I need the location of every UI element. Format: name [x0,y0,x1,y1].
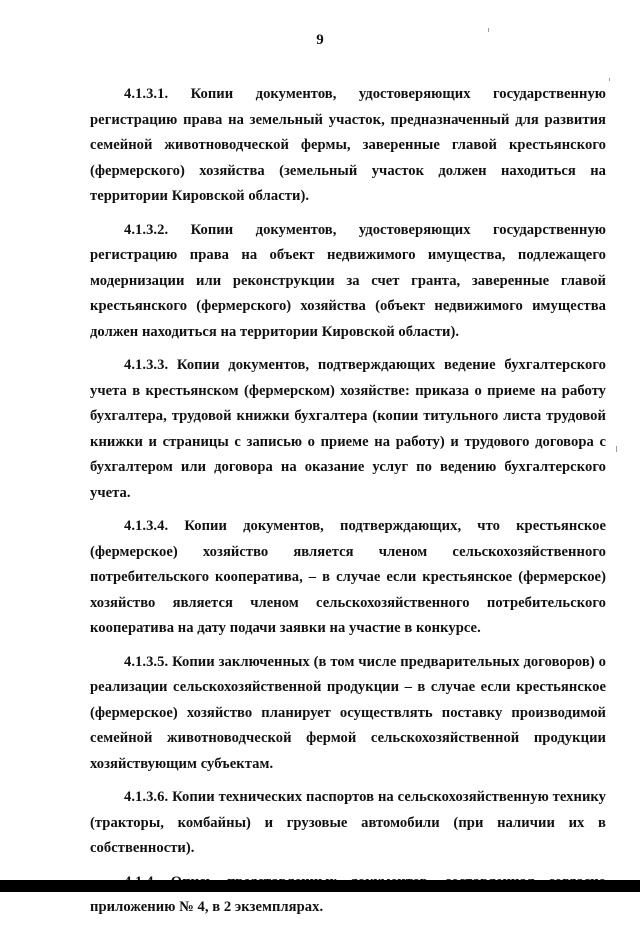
scan-speck [488,28,489,32]
paragraph-4-1-4: приложению № 4, в 2 экземплярах. [90,899,324,915]
scan-speck [609,78,610,81]
paragraph-4-1-3-4: 4.1.3.4. Копии документов, подтверждающих, что крестьянское (фермерское) хозяйство является членом сельскохозяйственного потребительского кооператива, – в случае если крестьянское (фермерское) хозяйство является членом сельскохозяйственного потребительского кооператива на дату подачи заявки на участие в конкурсе. [90,518,606,636]
paragraph-4-1-3-3: 4.1.3.3. Копии документов, подтверждающих ведение бухгалтерского учета в крестьянском (фермерском) хозяйстве: приказа о приеме на работу бухгалтера, трудовой книжки бухгалтера (копии титульного листа трудовой книжки и страницы с записью о приеме на работу) и трудового договора с бухгалтером или договора на оказание услуг по ведению бухгалтерского учета. [90,357,606,501]
scan-speck [616,446,617,452]
paragraph-4-1-3-1: 4.1.3.1. Копии документов, удостоверяющих государственную регистрацию права на земельный участок, предназначенный для развития семейной животноводческой фермы, заверенные главой крестьянского (фермерского) хозяйства (земельный участок должен находиться на территории Кировской области). [90,86,606,204]
paragraph-4-1-3-2: 4.1.3.2. Копии документов, удостоверяющих государственную регистрацию права на объект недвижимого имущества, подлежащего модернизации или реконструкции за счет гранта, заверенные главой крестьянского (фермерского) хозяйства (объект недвижимого имущества должен находиться на территории Кировской области). [90,221,606,340]
page-number: 9 [316,32,324,48]
paragraph-4-1-3-6: 4.1.3.6. Копии технических паспортов на сельскохозяйственную технику (тракторы, комбайны) и грузовые автомобили (при наличии их в собственности). [90,789,606,856]
scan-bottom-edge [0,880,640,892]
document-body [90,82,606,929]
paragraph-4-1-3-5: 4.1.3.5. Копии заключенных (в том числе предварительных договоров) о реализации сельскохозяйственной продукции – в случае если крестьянское (фермерское) хозяйство планирует осуществлять поставку производимой семейной животноводческой фермой сельскохозяйственной продукции хозяйствующим субъектам. [90,653,606,772]
